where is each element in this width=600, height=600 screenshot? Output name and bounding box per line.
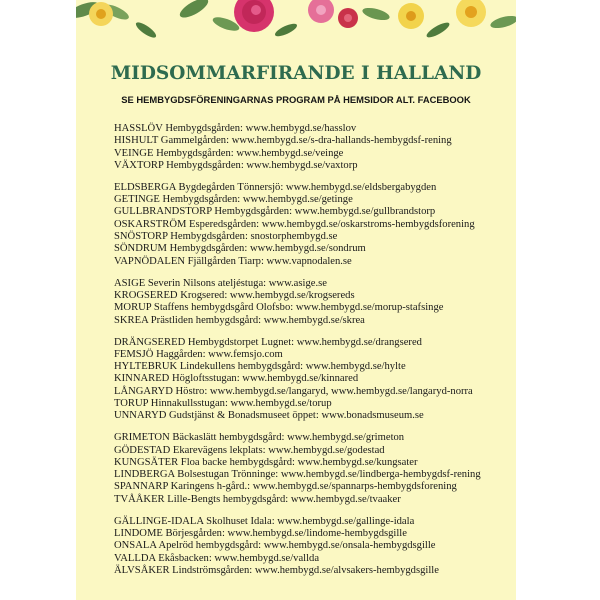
venue-entry: TORUP Hinnakullsstugan: www.hembygd.se/torup [114,398,332,409]
red-rose-icon [338,8,358,28]
venue-entry: VÄXTORP Hembygdsgården: www.hembygd.se/vaxtorp [114,159,358,171]
venue-entry: VALLDA Ekåsbacken: www.hembygd.se/vallda [114,552,320,564]
venue-entry: SPANNARP Karingens h-gård.: www.hembygd.se/spannarps-hembygdsforening [114,481,457,493]
venue-entry: LINDOME Börjesgården: www.hembygd.se/lindome-hembygdsgille [114,528,407,540]
flower-border-left [76,0,158,40]
venue-entry: GULLBRANDSTORP Hembygdsgården: www.hembygd.se/gullbrandstorp [114,206,436,218]
venue-entry: SKREA Prästliden hembygdsgård: www.hembygd.se/skrea [114,314,365,326]
venue-entry: KROGSERED Krogsered: www.hembygd.se/krogsereds [114,289,355,301]
venue-entry: FEMSJÖ Haggården: www.femsjo.com [114,348,283,360]
venue-entry: OSKARSTRÖM Esperedsgården: www.hembygd.se/oskarstroms-hembygdsforening [114,218,475,230]
venue-group [114,182,514,268]
venue-entry: VEINGE Hembygdsgården: www.hembygd.se/veinge [114,147,344,159]
yellow-daisy-icon [89,2,113,26]
poster-subtitle: SE HEMBYGDSFÖRENINGARNAS PROGRAM PÅ HEMSIDOR ALT. FACEBOOK [121,94,471,105]
venue-entry: VAPNÖDALEN Fjällgården Tiarp: www.vapnodalen.se [114,255,352,267]
poster-page [76,0,516,600]
venue-entry: HASSLÖV Hembygdsgården: www.hembygd.se/hasslov [114,123,357,134]
venue-group [114,516,514,577]
venue-entry: KINNARED Högloftsstugan: www.hembygd.se/kinnared [114,373,359,385]
venue-entry: UNNARYD Gudstjänst & Bonadsmuseet öppet: www.bonadsmuseum.se [114,410,424,422]
venue-entry: ÄLVSÅKER Lindströmsgården: www.hembygd.se/alvsakers-hembygdsgille [114,564,439,576]
venue-list [114,123,514,587]
venue-entry: GÖDESTAD Ekarevägens lekplats: www.hembygd.se/godestad [114,444,385,456]
venue-group [114,123,514,172]
venue-group [114,337,514,423]
venue-entry: KUNGSÄTER Floa backe hembygdsgård: www.hembygd.se/kungsater [114,456,418,468]
venue-entry: ONSALA Apelröd hembygdsgård: www.hembygd.se/onsala-hembygdsgille [114,540,436,552]
venue-entry: HISHULT Gammelgården: www.hembygd.se/s-dra-hallands-hembygdsf-rening [114,135,452,147]
venue-entry: TVÅÅKER Lille-Bengts hembygdsgård: www.hembygd.se/tvaaker [114,493,401,505]
yellow-daisy-icon [398,3,424,29]
venue-entry: SNÖSTORP Hembygdsgården: snostorphembygd.se [114,231,338,243]
pink-flower-icon [308,0,334,23]
venue-entry: ASIGE Severin Nilsons ateljéstuga: www.asige.se [114,277,327,289]
venue-entry: ELDSBERGA Bygdegården Tönnersjö: www.hembygd.se/eldsbergabygden [114,181,437,193]
poster-title: MIDSOMMARFIRANDE I HALLAND [110,63,482,84]
venue-entry: GÄLLINGE-IDALA Skolhuset Idala: www.hembygd.se/gallinge-idala [114,515,415,527]
venue-entry: GRIMETON Bäckaslätt hembygdsgård: www.hembygd.se/grimeton [114,432,405,444]
venue-entry: MORUP Staffens hembygdsgård Olofsbo: www.hembygd.se/morup-stafsinge [114,302,444,314]
wildflower-border-image [76,0,516,60]
venue-entry: HYLTEBRUK Lindekullens hembygdsgård: www.hembygd.se/hylte [114,361,406,373]
venue-group [114,278,514,327]
venue-entry: SÖNDRUM Hembygdsgården: www.hembygd.se/sondrum [114,243,366,255]
flower-border-right [398,0,516,40]
pink-rose-icon [234,0,274,32]
yellow-daisy-icon [456,0,486,27]
flower-border-center [177,0,391,39]
venue-group [114,432,514,506]
venue-entry: GETINGE Hembygdsgården: www.hembygd.se/getinge [114,194,353,206]
venue-entry: LINDBERGA Bolsestugan Trönninge: www.hembygd.se/lindberga-hembygdsf-rening [114,469,481,481]
venue-entry: DRÄNGSERED Hembygdstorpet Lugnet: www.hembygd.se/drangsered [114,336,422,348]
venue-entry: LÅNGARYD Höstro: www.hembygd.se/langaryd, www.hembygd.se/langaryd-norra [114,385,473,397]
